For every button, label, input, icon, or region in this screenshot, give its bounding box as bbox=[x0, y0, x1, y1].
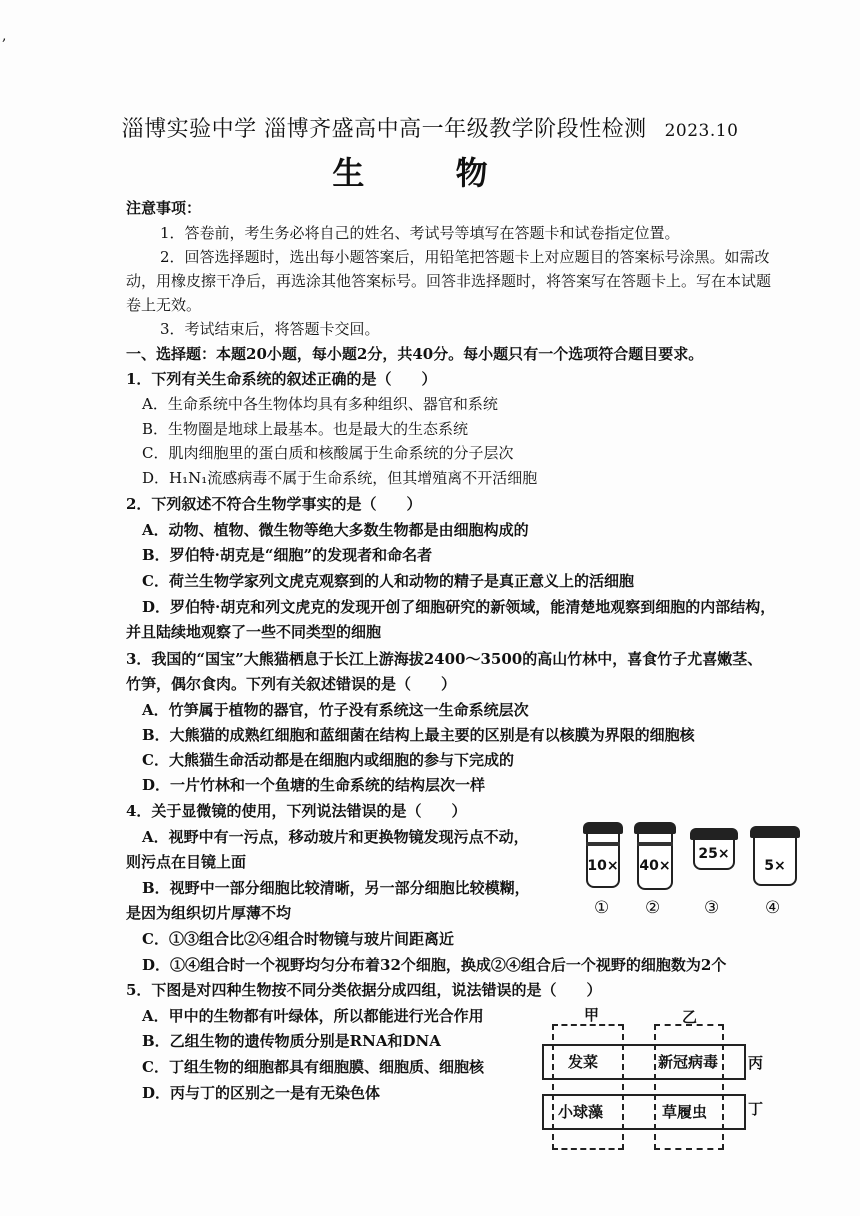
question-stem: 1．下列有关生命系统的叙述正确的是（ ） bbox=[126, 370, 437, 388]
group-label-ding: 丁 bbox=[748, 1100, 764, 1118]
lens-label: 10× bbox=[587, 858, 619, 874]
group-label-yi: 乙 bbox=[682, 1008, 698, 1026]
exam-title: 淄博实验中学 淄博齐盛高中高一年级教学阶段性检测 bbox=[121, 117, 647, 142]
question-option: A．竹笋属于植物的器官，竹子没有系统这一生命系统层次 bbox=[142, 701, 529, 719]
group-label-bing: 丙 bbox=[748, 1054, 764, 1072]
subject-title: 生 物 bbox=[332, 154, 528, 192]
group-label-jia: 甲 bbox=[584, 1006, 600, 1024]
organism-facai: 发菜 bbox=[568, 1053, 599, 1071]
lens-eyepiece-1 bbox=[583, 822, 623, 888]
question-option: C．荷兰生物学家列文虎克观察到的人和动物的精子是真正意义上的活细胞 bbox=[142, 572, 634, 590]
lens-objective-2 bbox=[634, 822, 676, 890]
lens-number: ② bbox=[645, 898, 661, 918]
organism-covid-virus: 新冠病毒 bbox=[658, 1053, 719, 1071]
group-box-jia bbox=[552, 1024, 624, 1150]
question-option: C．①③组合比②④组合时物镜与玻片间距离近 bbox=[142, 930, 454, 948]
organism-paramecium: 草履虫 bbox=[662, 1103, 708, 1121]
lens-number: ④ bbox=[765, 898, 781, 918]
question-stem: 3．我国的“国宝”大熊猫栖息于长江上游海拔2400～3500的高山竹林中，喜食竹子尤喜嫩茎、 bbox=[126, 650, 763, 668]
question-option: 则污点在目镜上面 bbox=[126, 853, 247, 871]
lens-number: ① bbox=[594, 898, 610, 918]
question-option: 并且陆续地观察了一些不同类型的细胞 bbox=[126, 623, 382, 641]
notice-line: 3．考试结束后，将答题卡交回。 bbox=[160, 320, 380, 338]
question-option: A．动物、植物、微生物等绝大多数生物都是由细胞构成的 bbox=[142, 521, 529, 539]
question-option: C．丁组生物的细胞都具有细胞膜、细胞质、细胞核 bbox=[142, 1058, 484, 1076]
question-option: D．H₁N₁流感病毒不属于生命系统，但其增殖离不开活细胞 bbox=[142, 469, 538, 487]
question-stem: 2．下列叙述不符合生物学事实的是（ ） bbox=[126, 495, 422, 513]
exam-date: 2023.10 bbox=[664, 121, 739, 141]
question-option: C．大熊猫生命活动都是在细胞内或细胞的参与下完成的 bbox=[142, 751, 514, 769]
question-option: D．①④组合时一个视野均匀分布着32个细胞，换成②④组合后一个视野的细胞数为2个 bbox=[142, 956, 727, 974]
lens-label: 25× bbox=[698, 846, 730, 862]
corner-mark: , bbox=[2, 28, 7, 44]
question-option: A．甲中的生物都有叶绿体，所以都能进行光合作用 bbox=[142, 1007, 484, 1025]
question-option: A．生命系统中各生物体均具有多种组织、器官和系统 bbox=[142, 395, 498, 413]
question-option: D．丙与丁的区别之一是有无染色体 bbox=[142, 1084, 381, 1102]
group-box-yi bbox=[654, 1024, 724, 1150]
lens-label: 40× bbox=[639, 858, 671, 874]
section-heading: 一、选择题：本题20小题，每小题2分，共40分。每小题只有一个选项符合题目要求。 bbox=[126, 345, 704, 363]
question-option: D．一片竹林和一个鱼塘的生命系统的结构层次一样 bbox=[142, 776, 486, 794]
lens-label: 5× bbox=[764, 858, 786, 874]
question-option: B．乙组生物的遗传物质分别是RNA和DNA bbox=[142, 1032, 441, 1050]
question-option: C．肌肉细胞里的蛋白质和核酸属于生命系统的分子层次 bbox=[142, 444, 514, 462]
lens-number: ③ bbox=[704, 898, 720, 918]
question-option: B．视野中一部分细胞比较清晰，另一部分细胞比较模糊， bbox=[142, 879, 530, 897]
question-option: B．大熊猫的成熟红细胞和蓝细菌在结构上最主要的区别是有以核膜为界限的细胞核 bbox=[142, 726, 695, 744]
notice-heading: 注意事项： bbox=[126, 199, 202, 217]
question-option: B．罗伯特·胡克是“细胞”的发现者和命名者 bbox=[142, 546, 433, 564]
notice-line: 2．回答选择题时，选出每小题答案后，用铅笔把答题卡上对应题目的答案标号涂黑。如需改 bbox=[160, 248, 770, 266]
question-option: 是因为组织切片厚薄不均 bbox=[126, 904, 292, 922]
question-stem: 5．下图是对四种生物按不同分类依据分成四组，说法错误的是（ ） bbox=[126, 981, 602, 999]
classification-figure bbox=[540, 1004, 780, 1154]
question-option: D．罗伯特·胡克和列文虎克的发现开创了细胞研究的新领域，能清楚地观察到细胞的内部结构， bbox=[142, 598, 776, 616]
organism-chlorella: 小球藻 bbox=[558, 1103, 604, 1121]
notice-line: 卷上无效。 bbox=[126, 296, 202, 314]
notice-line: 动，用橡皮擦干净后，再选涂其他答案标号。回答非选择题时，将答案写在答题卡上。写在本试题 bbox=[126, 272, 772, 290]
question-option: B．生物圈是地球上最基本。也是最大的生态系统 bbox=[142, 420, 469, 438]
lens-eyepiece-4 bbox=[750, 826, 800, 886]
question-option: A．视野中有一污点，移动玻片和更换物镜发现污点不动， bbox=[142, 828, 529, 846]
exam-header bbox=[0, 112, 860, 143]
question-stem: 竹笋，偶尔食肉。下列有关叙述错误的是（ ） bbox=[126, 675, 457, 693]
question-stem: 4．关于显微镜的使用，下列说法错误的是（ ） bbox=[126, 802, 467, 820]
notice-line: 1．答卷前，考生务必将自己的姓名、考试号等填写在答题卡和试卷指定位置。 bbox=[160, 224, 680, 242]
lens-objective-3 bbox=[690, 828, 738, 870]
